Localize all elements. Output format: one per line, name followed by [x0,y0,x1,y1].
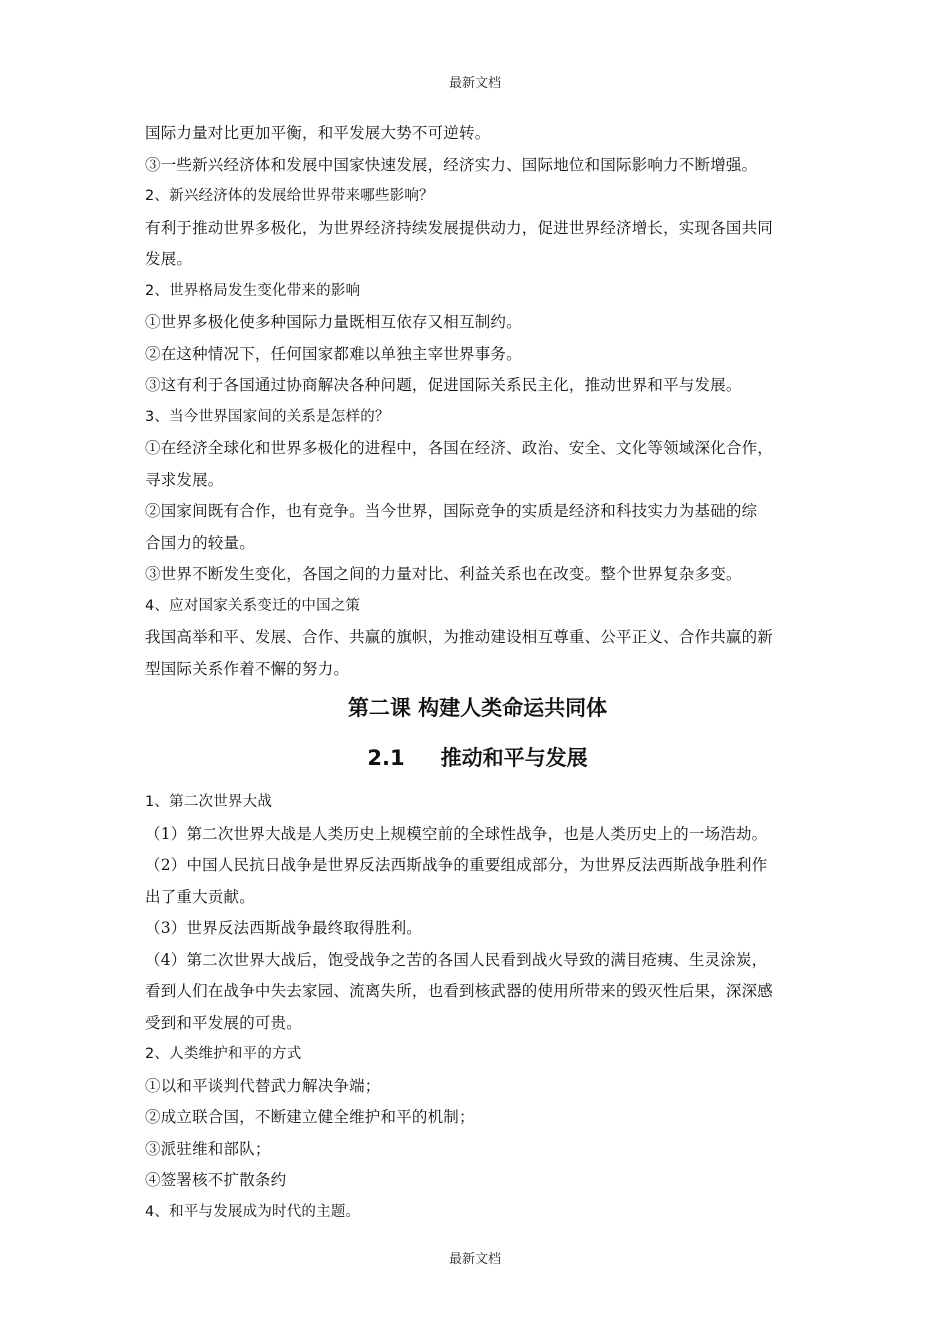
lesson-title: 第二课 构建人类命运共同体 [347,695,608,720]
question-heading: 4、应对国家关系变迁的中国之策 [145,597,361,614]
text-line: （3）世界反法西斯战争最终取得胜利。 [145,919,422,937]
text-line: ①在经济全球化和世界多极化的进程中，各国在经济、政治、安全、文化等领域深化合作， [145,439,774,457]
question-heading: 2、新兴经济体的发展给世界带来哪些影响？ [145,188,434,204]
text-line: ④签署核不扩散条约 [145,1171,287,1189]
question-heading: 1、第二次世界大战 [145,794,273,810]
text-line: （2）中国人民抗日战争是世界反法西斯战争的重要组成部分，为世界反法西斯战争胜利作 [145,856,768,874]
question-heading: 2、人类维护和平的方式 [145,1046,302,1062]
section-number: 2.1 [367,746,405,770]
page-footer: 最新文档 [448,1252,501,1267]
text-line: 发展。 [145,250,193,268]
question-heading: 2、世界格局发生变化带来的影响 [145,282,361,299]
text-line: ③一些新兴经济体和发展中国家快速发展，经济实力、国际地位和国际影响力不断增强。 [145,155,758,174]
text-line: 型国际关系作着不懈的努力。 [145,659,350,678]
page-header: 最新文档 [448,76,501,91]
question-heading: 4、和平与发展成为时代的主题。 [145,1203,361,1220]
text-line: ③世界不断发生变化，各国之间的力量对比、利益关系也在改变。整个世界复杂多变。 [145,565,742,583]
text-line: ②在这种情况下，任何国家都难以单独主宰世界事务。 [145,344,522,363]
text-line: 有利于推动世界多极化，为世界经济持续发展提供动力，促进世界经济增长，实现各国共同 [145,218,774,237]
text-line: 寻求发展。 [145,470,224,489]
text-line: ①以和平谈判代替武力解决争端； [145,1076,381,1095]
text-line: ③这有利于各国通过协商解决各种问题，促进国际关系民主化，推动世界和平与发展。 [145,376,742,394]
text-line: 看到人们在战争中失去家园、流离失所，也看到核武器的使用所带来的毁灭性后果，深深感 [145,982,774,1000]
document-body [145,118,810,1228]
text-line: 国际力量对比更加平衡，和平发展大势不可逆转。 [145,124,491,142]
text-line: （1）第二次世界大战是人类历史上规模空前的全球性战争，也是人类历史上的一场浩劫。 [145,824,768,843]
question-heading: 3、当今世界国家间的关系是怎样的？ [145,408,390,425]
text-line: 我国高举和平、发展、合作、共赢的旗帜，为推动建设相互尊重、公平正义、合作共赢的新 [145,628,774,646]
text-line: 受到和平发展的可贵。 [145,1013,303,1032]
text-line: ②成立联合国，不断建立健全维护和平的机制； [145,1108,475,1126]
text-line: 合国力的较量。 [145,533,255,552]
top-section [145,118,810,685]
text-line: ③派驻维和部队； [145,1139,271,1158]
section-title: 推动和平与发展 [440,745,588,770]
text-line: ①世界多极化使多种国际力量既相互依存又相互制约。 [145,313,522,331]
text-line: ②国家间既有合作，也有竞争。当今世界，国际竞争的实质是经济和科技实力为基础的综 [145,502,758,520]
text-line: （4）第二次世界大战后，饱受战争之苦的各国人民看到战火导致的满目疮痍、生灵涂炭， [145,950,768,969]
section-heading [145,743,810,773]
text-line: 出了重大贡献。 [145,887,255,906]
bottom-section [145,787,810,1228]
